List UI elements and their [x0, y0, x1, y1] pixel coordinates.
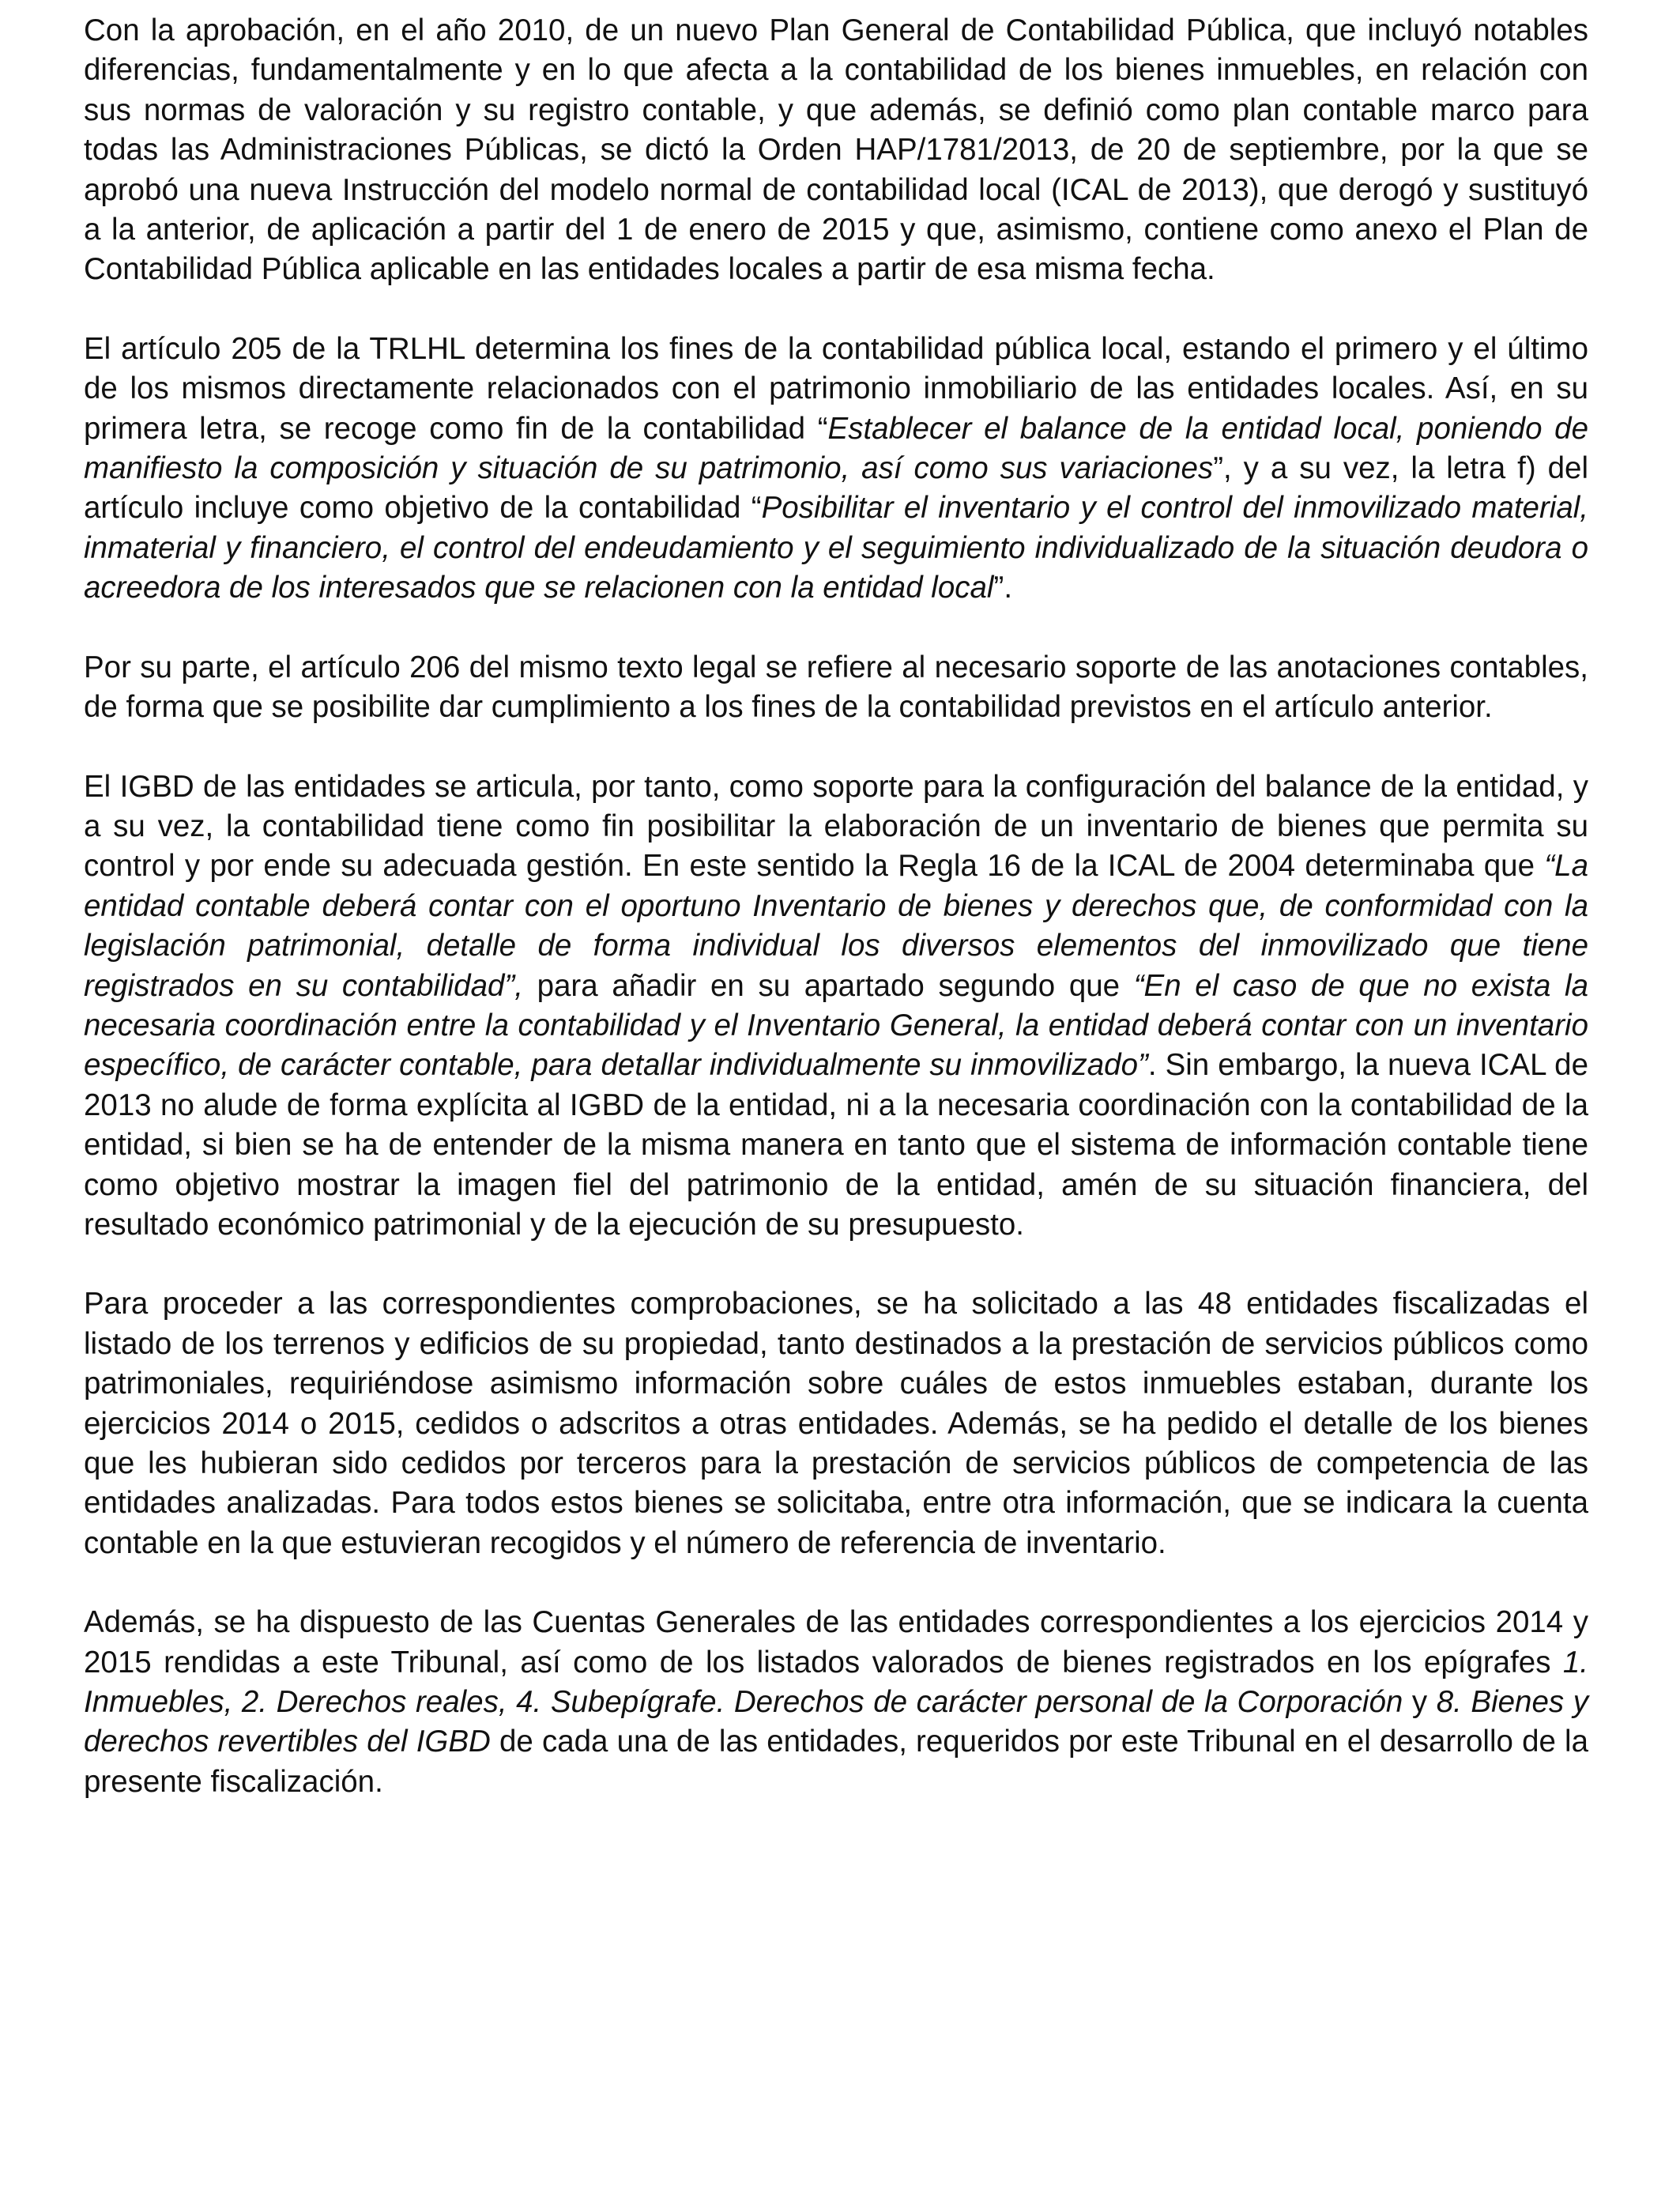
paragraph-text: Además, se ha dispuesto de las Cuentas Generales de las entidades correspondientes a los ejercicios 2014 y 2015 rendidas a este Tribunal, así como de los listados valorados de bienes registrados en los epígrafes: [84, 1605, 1588, 1679]
paragraph-text: Por su parte, el artículo 206 del mismo texto legal se refiere al necesario soporte de las anotaciones contables, de forma que se posibilite dar cumplimiento a los fines de la contabilidad previstos en el artículo anterior.: [84, 650, 1588, 725]
paragraph-comprobaciones: [84, 1284, 1588, 1563]
paragraph-text: ”, y a su vez, la letra f) del artículo incluye como objetivo de la contabilidad “: [84, 451, 1589, 526]
paragraph-text: para añadir en su apartado segundo que: [522, 968, 1134, 1003]
quoted-text: “En el caso de que no exista la necesaria coordinación entre la contabilidad y el Inventario General, la entidad deberá contar con un inventario específico, de carácter contable, para detallar individualmente su inmovilizado”: [84, 968, 1588, 1083]
paragraph-plan-general-contabilidad: [84, 11, 1588, 290]
paragraph-text: . Sin embargo, la nueva ICAL de 2013 no alude de forma explícita al IGBD de la entidad, ni a la necesaria coordinación con la contabilidad de la entidad, si bien se ha de entender de la misma manera en tanto que el sistema de información contable tiene como objetivo mostrar la imagen fiel del patrimonio de la entidad, amén de su situación financiera, del resultado económico patrimonial y de la ejecución de su presupuesto.: [84, 1048, 1588, 1242]
paragraph-text: Con la aprobación, en el año 2010, de un nuevo Plan General de Contabilidad Pública, que incluyó notables diferencias, fundamentalmente y en lo que afecta a la contabilidad de los bienes inmuebles, en relación con sus normas de valoración y su registro contable, y que además, se definió como plan contable marco para todas las Administraciones Públicas, se dictó la Orden HAP/1781/2013, de 20 de septiembre, por la que se aprobó una nueva Instrucción del modelo normal de contabilidad local (ICAL de 2013), que derogó y sustituyó a la anterior, de aplicación a partir del 1 de enero de 2015 y que, asimismo, contiene como anexo el Plan de Contabilidad Pública aplicable en las entidades locales a partir de esa misma fecha.: [84, 13, 1588, 287]
paragraph-cuentas-generales: [84, 1603, 1588, 1802]
paragraph-articulo-205: [84, 330, 1588, 609]
document-body: [84, 11, 1588, 1802]
paragraph-text: El IGBD de las entidades se articula, por tanto, como soporte para la configuración del balance de la entidad, y a su vez, la contabilidad tiene como fin posibilitar la elaboración de un inventario de bienes que permita su control y por ende su adecuada gestión. En este sentido la Regla 16 de la ICAL de 2004 determinaba que: [84, 769, 1588, 884]
paragraph-igbd-soporte: [84, 767, 1588, 1246]
quoted-text: Posibilitar el inventario y el control del inmovilizado material, inmaterial y financiero, el control del endeudamiento y el seguimiento individualizado de la situación deudora o acreedora de los interesados que se relacionen con la entidad local: [84, 491, 1588, 605]
paragraph-text: ”.: [993, 571, 1013, 605]
epigrafe-text: 8. Bienes y derechos revertibles del IGBD: [84, 1685, 1588, 1759]
epigrafe-text: 1. Inmuebles, 2. Derechos reales, 4. Subepígrafe. Derechos de carácter personal de la Corporación: [84, 1645, 1588, 1720]
quoted-text: “La entidad contable deberá contar con el oportuno Inventario de bienes y derechos que, de conformidad con la legislación patrimonial, detalle de forma individual los diversos elementos del inmovilizado que tiene registrados en su contabilidad”,: [84, 849, 1588, 1003]
quoted-text: Establecer el balance de la entidad local, poniendo de manifiesto la composición y situación de su patrimonio, así como sus variaciones: [84, 411, 1588, 486]
paragraph-text: Para proceder a las correspondientes comprobaciones, se ha solicitado a las 48 entidades fiscalizadas el listado de los terrenos y edificios de su propiedad, tanto destinados a la prestación de servicios públicos como patrimoniales, requiriéndose asimismo información sobre cuáles de estos inmuebles estaban, durante los ejercicios 2014 o 2015, cedidos o adscritos a otras entidades. Además, se ha pedido el detalle de los bienes que les hubieran sido cedidos por terceros para la prestación de servicios públicos de competencia de las entidades analizadas. Para todos estos bienes se solicitaba, entre otra información, que se indicara la cuenta contable en la que estuvieran recogidos y el número de referencia de inventario.: [84, 1287, 1588, 1560]
paragraph-articulo-206: [84, 648, 1588, 728]
paragraph-text: de cada una de las entidades, requeridos por este Tribunal en el desarrollo de la presente fiscalización.: [84, 1725, 1588, 1799]
paragraph-text: El artículo 205 de la TRLHL determina los fines de la contabilidad pública local, estando el primero y el último de los mismos directamente relacionados con el patrimonio inmobiliario de las entidades locales. Así, en su primera letra, se recoge como fin de la contabilidad “: [84, 331, 1588, 446]
paragraph-text: y: [1403, 1685, 1437, 1720]
